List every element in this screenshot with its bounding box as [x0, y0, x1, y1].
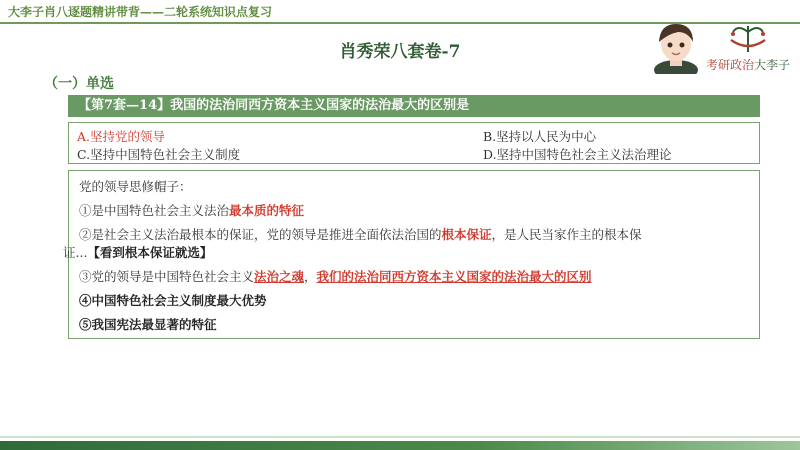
point-3-highlight-2: 我们的法治同西方资本主义国家的法治最大的区别	[316, 269, 592, 284]
point-3-comma: ，	[304, 269, 317, 284]
option-a: A.坚持党的领导	[77, 129, 166, 144]
point-1-highlight: 最本质的特征	[229, 203, 305, 218]
point-2-continued: 证...	[63, 245, 88, 260]
analysis-point-5: ⑤我国宪法最显著的特征	[79, 317, 217, 332]
section-heading: （一）单选	[44, 76, 114, 92]
top-header-bar	[0, 0, 800, 22]
series-title: 大李子肖八逐题精讲带背——二轮系统知识点复习	[8, 5, 273, 19]
logo-text-part1: 考研政治	[705, 58, 754, 72]
analysis-point-2-cont	[63, 243, 212, 261]
option-b: B.坚持以人民为中心	[483, 129, 597, 144]
footer-accent-line	[0, 436, 800, 438]
point-2-highlight: 根本保证	[441, 227, 492, 242]
analysis-point-2	[79, 225, 642, 243]
options-box	[68, 122, 760, 164]
footer-bar	[0, 441, 800, 450]
page-title: 肖秀荣八套卷-7	[339, 42, 461, 62]
point-3-text: ③党的领导是中国特色社会主义	[79, 269, 255, 284]
point-3-highlight-1: 法治之魂	[254, 269, 305, 284]
point-1-text: ①是中国特色社会主义法治	[79, 203, 230, 218]
analysis-point-3	[79, 267, 592, 285]
analysis-intro: 党的领导思修帽子：	[79, 179, 192, 194]
analysis-point-4: ④中国特色社会主义制度最大优势	[79, 293, 267, 308]
logo-text-part2: 大李子	[754, 58, 791, 72]
point-2-text-tail: ，是人民当家作主的根本保	[491, 227, 642, 242]
analysis-point-1	[79, 201, 304, 219]
point-2-tip: 【看到根本保证就选】	[87, 245, 213, 260]
brand-logo	[703, 22, 793, 82]
logo-text	[703, 56, 793, 73]
question-stem: 【第7套—14】我国的法治同西方资本主义国家的法治最大的区别是	[68, 95, 760, 117]
option-d: D.坚持中国特色社会主义法治理论	[483, 147, 672, 162]
presenter-avatar	[648, 20, 704, 74]
analysis-box	[63, 170, 760, 339]
option-c: C.坚持中国特色社会主义制度	[77, 147, 241, 162]
point-2-text: ②是社会主义法治最根本的保证，党的领导是推进全面依法治国的	[79, 227, 442, 242]
